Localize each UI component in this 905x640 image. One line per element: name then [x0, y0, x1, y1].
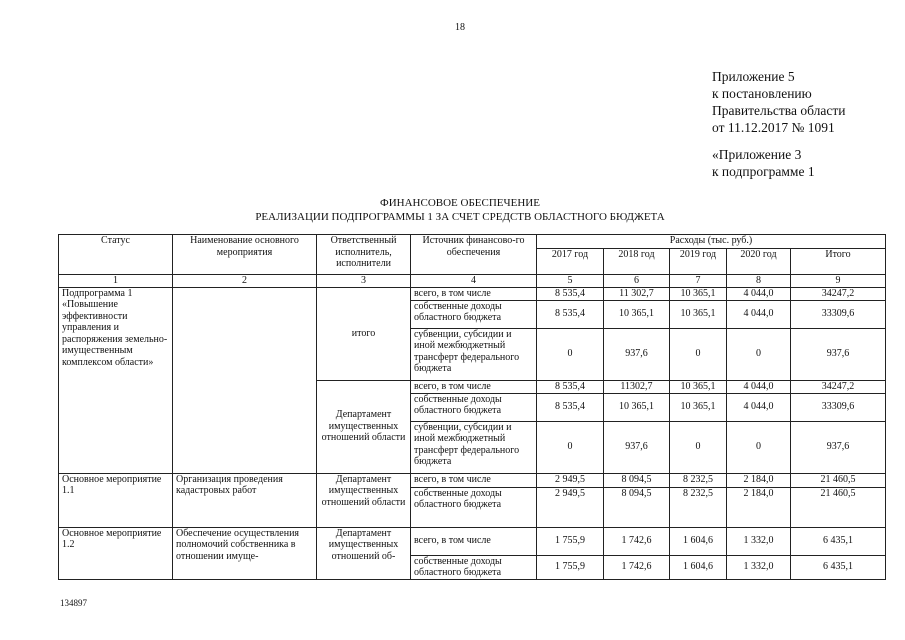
value-cell: 8 535,4 [537, 393, 604, 421]
activity-name-cell [173, 287, 317, 473]
value-cell: 10 365,1 [670, 300, 727, 328]
value-cell: 1 742,6 [604, 527, 670, 555]
value-cell: 1 755,9 [537, 555, 604, 579]
value-cell: 2 949,5 [537, 473, 604, 487]
column-number: 1 [59, 275, 173, 288]
column-number: 5 [537, 275, 604, 288]
value-cell: 8 535,4 [537, 380, 604, 393]
finance-table [58, 234, 886, 580]
activity-name-cell: Обеспечение осуществления полномочий собственника в отношении имуще- [173, 527, 317, 579]
column-number: 9 [791, 275, 886, 288]
column-number: 8 [727, 275, 791, 288]
value-cell: 8 535,4 [537, 300, 604, 328]
activity-name-cell: Организация проведения кадастровых работ [173, 473, 317, 527]
value-cell: 6 435,1 [791, 527, 886, 555]
value-cell: 4 044,0 [727, 300, 791, 328]
column-number: 4 [411, 275, 537, 288]
column-number: 7 [670, 275, 727, 288]
source-cell: субвенции, субсидии и иной межбюджетный трансферт федерального бюджета [411, 421, 537, 473]
appendix-line: от 11.12.2017 № 1091 [712, 120, 835, 135]
header-year: 2020 год [727, 249, 791, 275]
value-cell: 0 [727, 421, 791, 473]
value-cell: 10 365,1 [604, 300, 670, 328]
value-cell: 937,6 [791, 421, 886, 473]
status-cell: Подпрограмма 1 «Повышение эффективности управления и распоряжения земельно-имущественным комплексом области» [59, 287, 173, 473]
header-name: Наименование основного мероприятия [173, 235, 317, 275]
value-cell: 2 949,5 [537, 487, 604, 527]
document-subtitle: РЕАЛИЗАЦИИ ПОДПРОГРАММЫ 1 ЗА СЧЕТ СРЕДСТВ ОБЛАСТНОГО БЮДЖЕТА [255, 211, 665, 223]
appendix-line: к постановлению [712, 86, 812, 101]
value-cell: 0 [670, 328, 727, 380]
document-title: ФИНАНСОВОЕ ОБЕСПЕЧЕНИЕ [380, 197, 540, 209]
value-cell: 2 184,0 [727, 487, 791, 527]
header-source: Источник финансово-го обеспечения [411, 235, 537, 275]
executor-cell: Департамент имущественных отношений об- [317, 527, 411, 579]
source-cell: собственные доходы областного бюджета [411, 555, 537, 579]
executor-cell: Департамент имущественных отношений области [317, 473, 411, 527]
executor-cell: итого [317, 287, 411, 380]
executor-cell: Департамент имущественных отношений области [317, 380, 411, 473]
appendix-line: Правительства области [712, 103, 846, 118]
value-cell: 10 365,1 [670, 380, 727, 393]
source-cell: субвенции, субсидии и иной межбюджетный трансферт федерального бюджета [411, 328, 537, 380]
column-number: 2 [173, 275, 317, 288]
header-executor: Ответственный исполнитель, исполнители [317, 235, 411, 275]
value-cell: 1 755,9 [537, 527, 604, 555]
value-cell: 34247,2 [791, 287, 886, 300]
value-cell: 1 604,6 [670, 527, 727, 555]
value-cell: 937,6 [604, 421, 670, 473]
value-cell: 1 742,6 [604, 555, 670, 579]
value-cell: 34247,2 [791, 380, 886, 393]
value-cell: 8 232,5 [670, 487, 727, 527]
value-cell: 6 435,1 [791, 555, 886, 579]
value-cell: 10 365,1 [670, 287, 727, 300]
source-cell: всего, в том числе [411, 527, 537, 555]
column-number: 6 [604, 275, 670, 288]
value-cell: 10 365,1 [604, 393, 670, 421]
header-status: Статус [59, 235, 173, 275]
value-cell: 0 [537, 328, 604, 380]
value-cell: 33309,6 [791, 300, 886, 328]
appendix-line: Приложение 5 [712, 69, 795, 84]
value-cell: 8 094,5 [604, 487, 670, 527]
source-cell: собственные доходы областного бюджета [411, 300, 537, 328]
value-cell: 4 044,0 [727, 393, 791, 421]
appendix-header [712, 68, 845, 180]
value-cell: 1 604,6 [670, 555, 727, 579]
value-cell: 8 094,5 [604, 473, 670, 487]
column-number: 3 [317, 275, 411, 288]
status-cell: Основное мероприятие 1.1 [59, 473, 173, 527]
source-cell: всего, в том числе [411, 380, 537, 393]
value-cell: 937,6 [604, 328, 670, 380]
value-cell: 11 302,7 [604, 287, 670, 300]
value-cell: 1 332,0 [727, 527, 791, 555]
header-year: 2018 год [604, 249, 670, 275]
source-cell: всего, в том числе [411, 287, 537, 300]
value-cell: 937,6 [791, 328, 886, 380]
appendix-line: «Приложение 3 [712, 147, 802, 162]
document-code: 134897 [60, 598, 87, 608]
value-cell: 0 [670, 421, 727, 473]
value-cell: 4 044,0 [727, 287, 791, 300]
value-cell: 0 [727, 328, 791, 380]
header-year: 2017 год [537, 249, 604, 275]
page-number: 18 [455, 22, 465, 33]
value-cell: 4 044,0 [727, 380, 791, 393]
source-cell: собственные доходы областного бюджета [411, 393, 537, 421]
value-cell: 0 [537, 421, 604, 473]
source-cell: собственные доходы областного бюджета [411, 487, 537, 527]
value-cell: 21 460,5 [791, 487, 886, 527]
header-total: Итого [791, 249, 886, 275]
value-cell: 8 232,5 [670, 473, 727, 487]
header-expenses: Расходы (тыс. руб.) [537, 235, 886, 249]
value-cell: 10 365,1 [670, 393, 727, 421]
header-year: 2019 год [670, 249, 727, 275]
source-cell: всего, в том числе [411, 473, 537, 487]
value-cell: 33309,6 [791, 393, 886, 421]
value-cell: 8 535,4 [537, 287, 604, 300]
value-cell: 1 332,0 [727, 555, 791, 579]
value-cell: 11302,7 [604, 380, 670, 393]
status-cell: Основное мероприятие 1.2 [59, 527, 173, 579]
value-cell: 21 460,5 [791, 473, 886, 487]
value-cell: 2 184,0 [727, 473, 791, 487]
appendix-line: к подпрограмме 1 [712, 164, 815, 179]
